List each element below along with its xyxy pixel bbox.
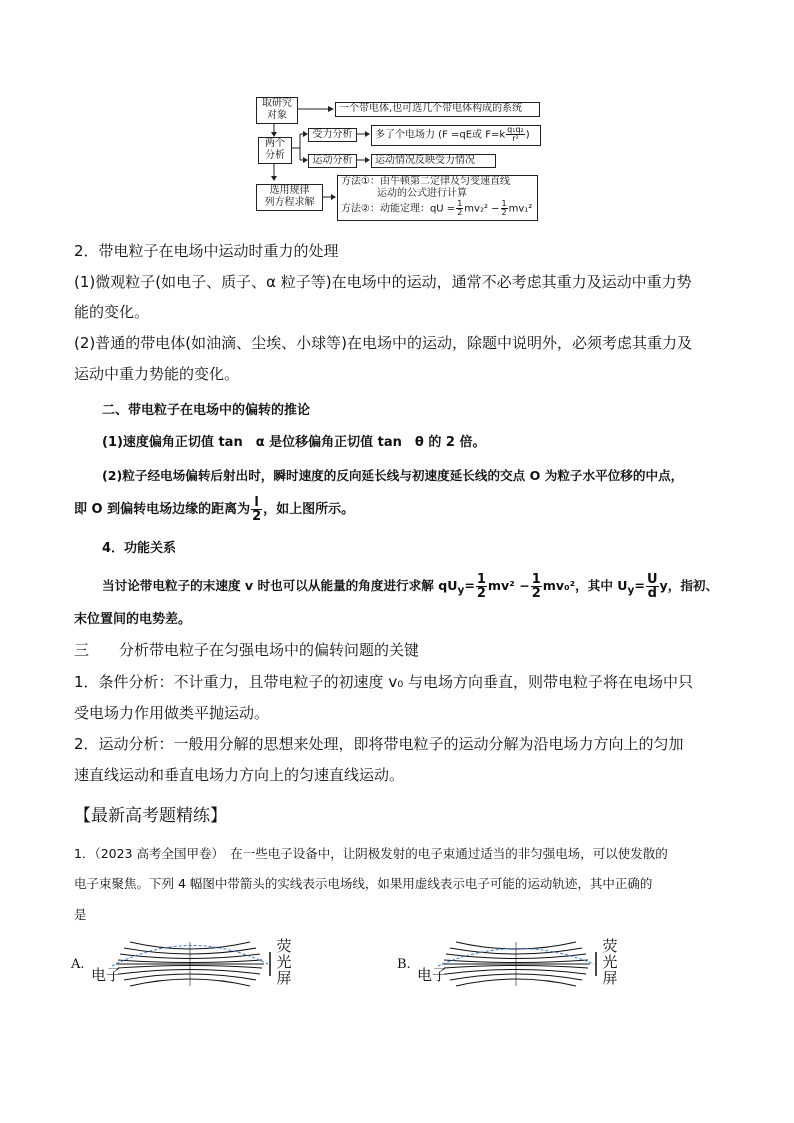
force-frac-num: q₁q₂ [507,125,524,134]
sec2-p2-line2: 运动中重力势能的变化。 [74,365,240,383]
part2-l-over-2 [251,496,262,523]
force-frac [506,126,525,143]
part3-item1-line2: 受电场力作用做类平抛运动。 [74,704,270,722]
method2-half-a-num: 1 [457,199,463,208]
method2-suffix: mv₁² [508,203,533,215]
option-b-screen-1: 荧 [602,937,618,955]
exam-q1-line1: 1．（2023 高考全国甲卷） 在一些电子设备中，让阴极发射的电子束通过适当的非匀强电场，可以使发散的 [74,846,668,861]
sec2-p2-line1: (2)普通的带电体(如油滴、尘埃、小球等)在电场中的运动，除题中说明外，必须考虑其重力及 [74,334,692,352]
part4-half-b-den: 2 [531,586,541,601]
option-a-label: A. [71,957,85,972]
option-b-electron-label: 电子 [417,966,448,984]
method2-prefix: 方法②：动能定理：qU = [341,203,456,215]
exam-q1-line3: 是 [74,907,87,922]
method2-line [341,200,537,219]
option-a-screen-1: 荧 [276,937,292,955]
part4-heading: 4．功能关系 [102,541,177,556]
part4-tail: y，指初、 [659,578,719,593]
part2-frac-den: 2 [252,509,262,524]
part4-sub-y2: y [627,584,635,597]
part4-half-a-num: 1 [476,572,486,587]
part4-half-a [476,573,487,600]
part4-line2: 末位置间的电势差。 [74,612,192,627]
part4-mv02: mv₀²，其中 U [542,578,628,593]
box-two-analysis [258,137,292,164]
part4-ud-num: U [646,572,658,587]
box-research-object [256,97,298,124]
option-b-screen-label [602,938,618,986]
exam-heading: 【最新高考题精练】 [74,806,227,826]
sec2-heading: 2．带电粒子在电场中运动时重力的处理 [74,242,339,260]
option-a-screen-2: 光 [276,953,292,971]
option-b-screen-2: 光 [602,953,618,971]
part3-item2-line2: 速直线运动和垂直电场力方向上的匀速直线运动。 [74,766,405,784]
option-b-label: B. [397,957,411,972]
box-rules-l1: 选用规律 [269,185,310,196]
part4-line1 [102,568,718,609]
part4-half-a-den: 2 [476,586,486,601]
part2-item1: (1)速度偏角正切值 tan α 是位移偏角正切值 tan θ 的 2 倍。 [102,435,486,450]
method2-half-a [456,200,463,217]
part4-eq: = [464,578,475,593]
option-b-field-diagram [436,936,606,992]
part4-sub-y: y [457,584,465,597]
part4-ud-den: d [647,586,657,601]
box-two-analysis-l1: 两个 [265,138,285,149]
force-desc-suffix: ) [525,129,530,141]
part2-item2-line2-suffix: ，如上图所示。 [263,502,355,517]
force-desc-prefix: 多了个电场力 (F =qE或 F=k [375,129,506,141]
method2-half-b-num: 1 [501,199,507,208]
box-motion-analysis [308,154,357,168]
option-a-screen-label [276,938,292,986]
option-a-electron-label: 电子 [91,966,122,984]
part3-item2-line1: 2．运动分析：一般用分解的思想来处理，即将带电粒子的运动分解为沿电场力方向上的匀加 [74,735,684,753]
part3-item1-line1: 1．条件分析：不计重力，且带电粒子的初速度 v₀ 与电场方向垂直，则带电粒子将在电场中只 [74,673,693,691]
part4-line1-prefix: 当讨论带电粒子的末速度 v 时也可以从能量的角度进行求解 qU [102,578,458,593]
box-force-desc [371,125,541,146]
motion-desc-text: 运动情况反映受力情况 [375,155,475,166]
option-a-field-diagram [110,936,280,992]
box-two-analysis-l2: 分析 [265,150,285,161]
option-a-screen-3: 屏 [276,969,292,987]
part4-mv2: mv² − [487,578,530,593]
box-methods [337,175,538,221]
part4-eq2: = [634,578,645,593]
part3-heading: 三 分析带电粒子在匀强电场中的偏转问题的关键 [74,641,420,659]
box-research-object-l1: 取研究 [262,98,292,109]
motion-analysis-label: 运动分析 [312,155,353,166]
part4-half-b [531,573,542,600]
method1-line1: 方法①：由牛顿第二定律及匀变速直线 [341,176,510,187]
part2-item2-line1: (2)粒子经电场偏转后射出时，瞬时速度的反向延长线与初速度延长线的交点 O 为粒子水平位移的中点， [102,468,684,483]
part4-half-b-num: 1 [531,572,541,587]
box-research-object-l2: 对象 [267,110,287,121]
part2-item2-line2-prefix: 即 O 到偏转电场边缘的距离为 [74,502,251,517]
force-frac-den: r² [512,134,519,143]
sec2-p1-line1: (1)微观粒子(如电子、质子、α 粒子等)在电场中的运动，通常不必考虑其重力及运动中重力势 [74,273,692,291]
box-motion-desc [371,154,496,168]
box-force-analysis [308,128,357,142]
box-object-desc [335,102,540,117]
box-rules [256,184,323,211]
part2-item2-line2 [74,495,354,525]
method2-half-b-den: 2 [501,208,507,217]
method2-half-b [501,200,508,217]
sec2-p1-line2: 能的变化。 [74,303,150,321]
object-desc-text: 一个带电体,也可选几个带电体构成的系统 [339,103,523,114]
part4-u-over-d [646,573,659,600]
method1-line2: 运动的公式进行计算 [377,188,467,199]
part2-frac-num: l [251,496,262,510]
method2-mid: mv₂² − [464,203,500,215]
exam-q1-line2: 电子束聚焦。下列 4 幅图中带箭头的实线表示电场线，如果用虚线表示电子可能的运动轨迹，其中正确的 [74,876,653,891]
method2-half-a-den: 2 [457,208,463,217]
part2-heading: 二、带电粒子在电场中的偏转的推论 [102,403,311,418]
box-rules-l2: 列方程求解 [264,197,315,208]
force-analysis-label: 受力分析 [312,129,353,140]
option-b-screen-3: 屏 [602,969,618,987]
